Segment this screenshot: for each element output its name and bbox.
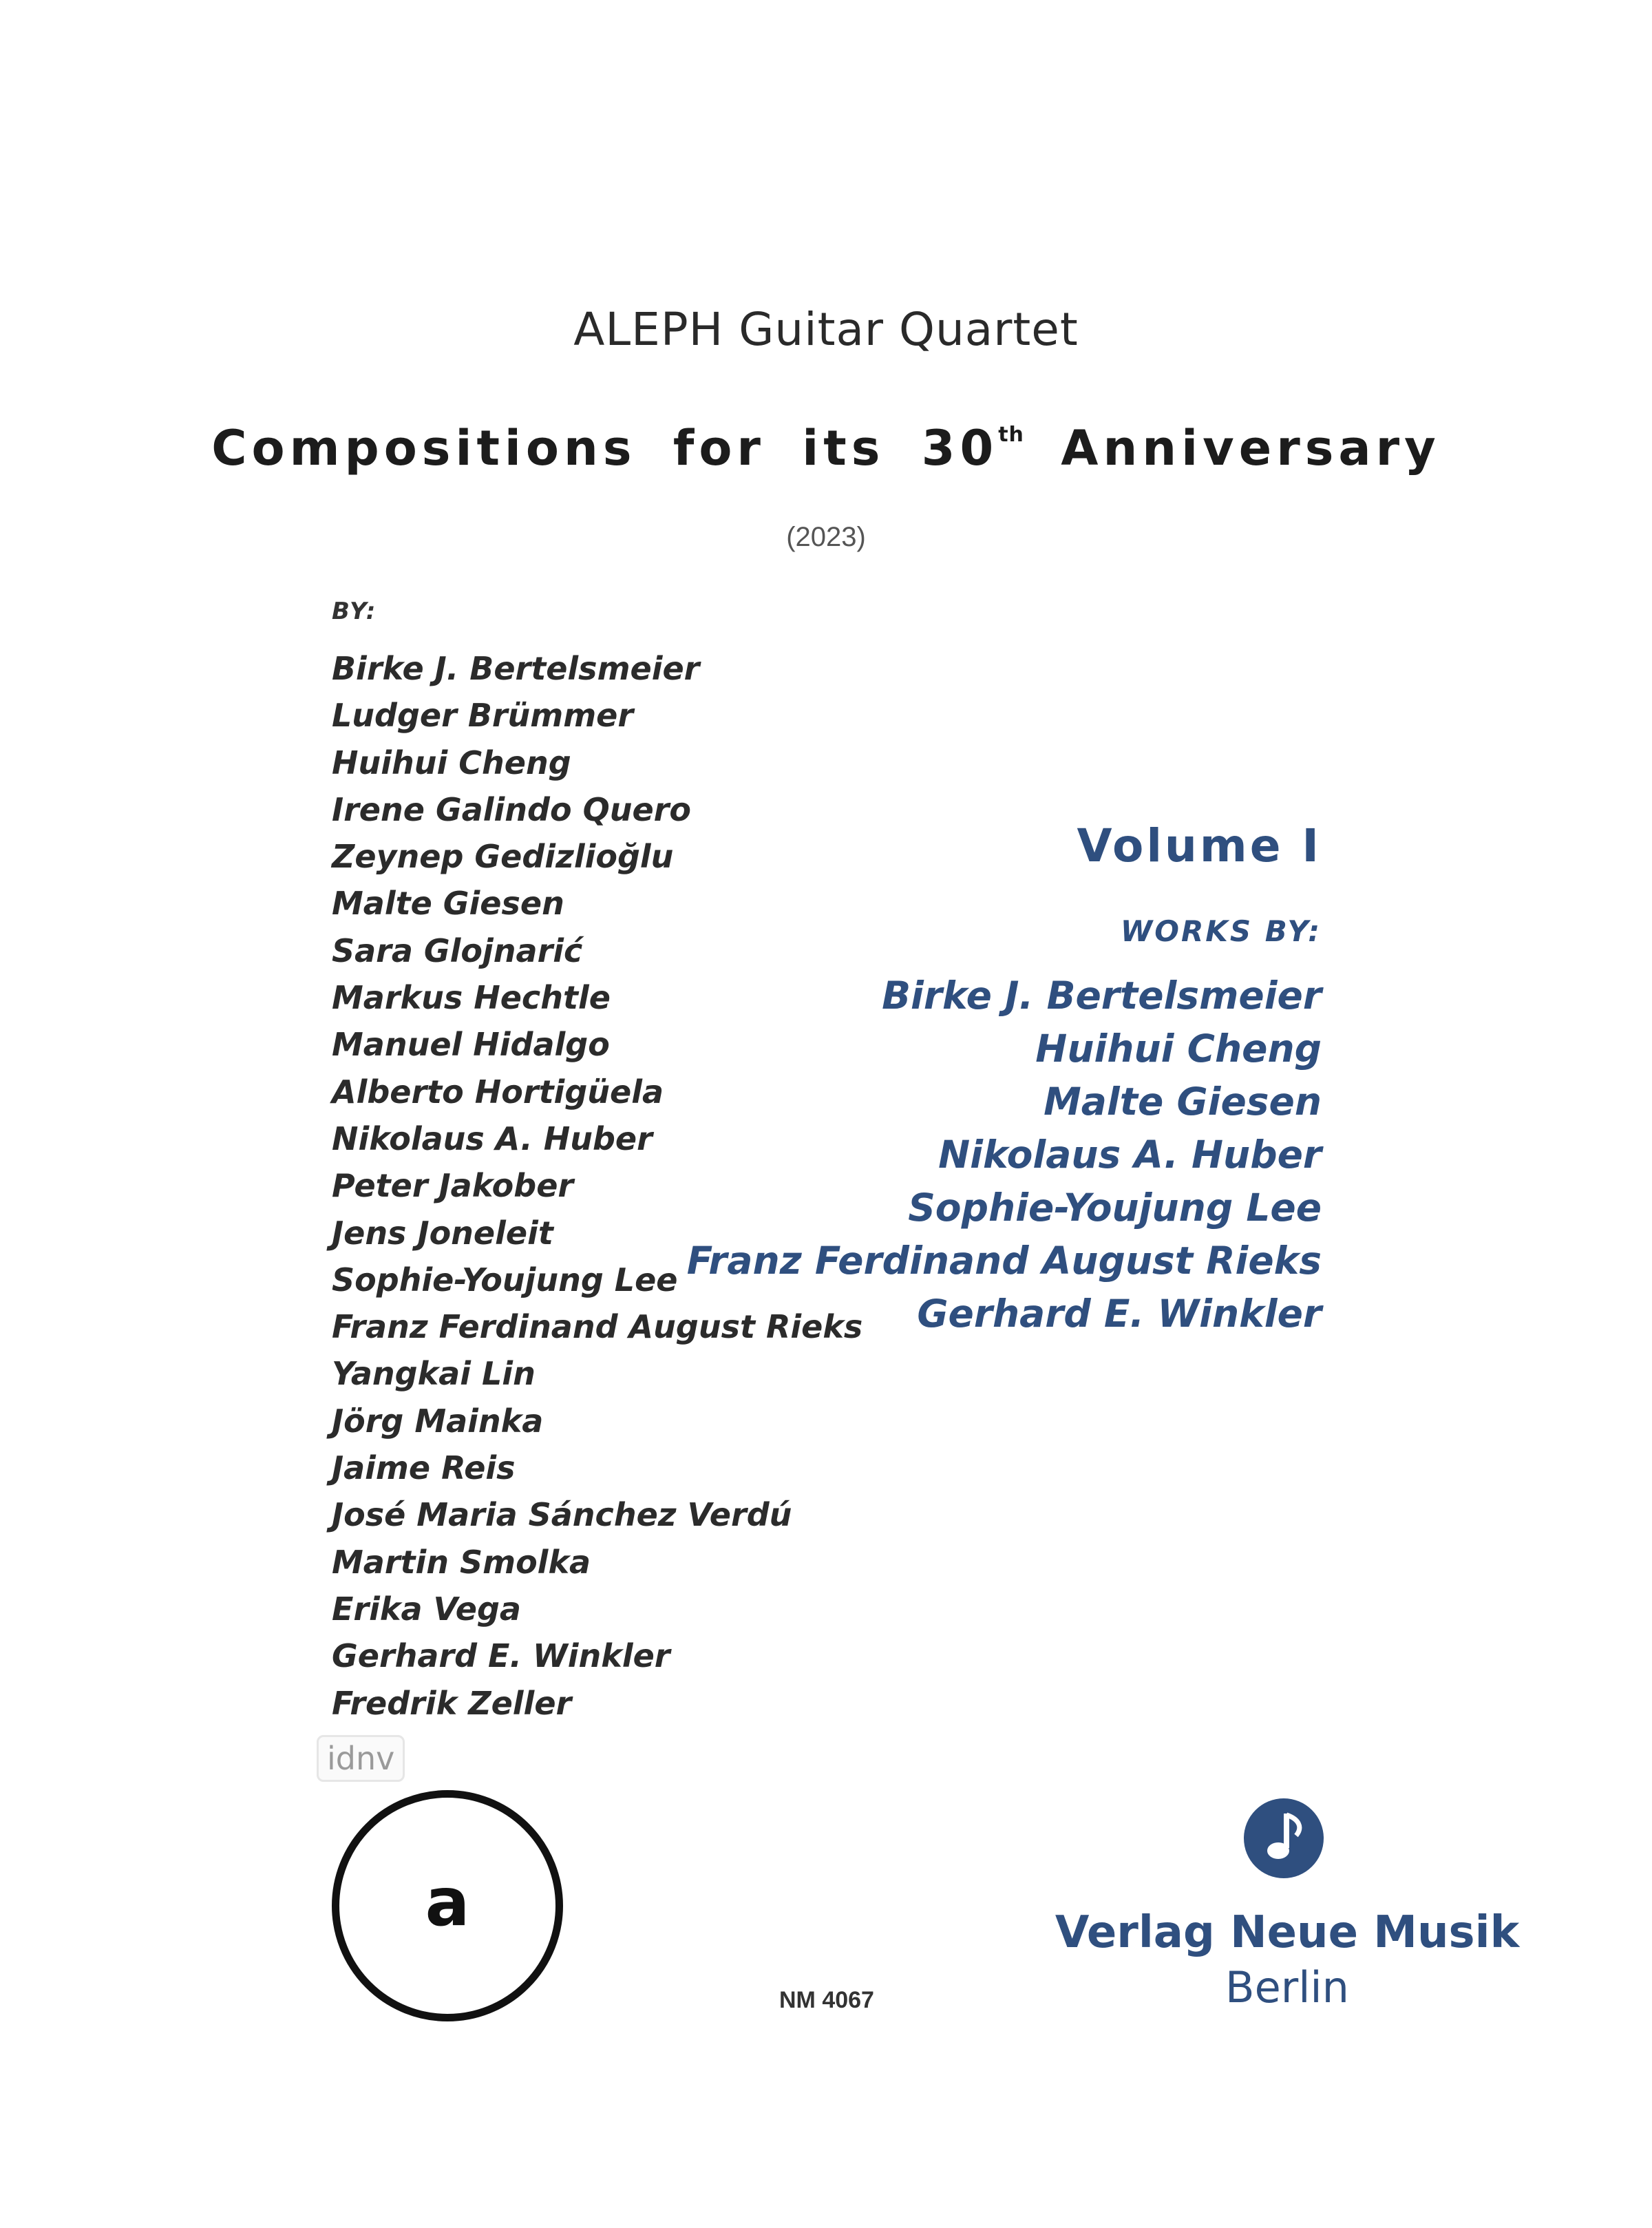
title-ordinal-suffix: th (998, 423, 1024, 447)
idnv-logo: idnv (317, 1735, 405, 1782)
volume-composer-name: Franz Ferdinand August Rieks (686, 1239, 1322, 1283)
composer-name: Zeynep Gedizlioğlu (332, 838, 674, 876)
page-title (0, 420, 1652, 476)
title-end: Anniversary (1024, 420, 1441, 476)
composer-name: Manuel Hidalgo (332, 1026, 610, 1064)
composer-name: Nikolaus A. Huber (332, 1120, 653, 1157)
composer-name: José Maria Sánchez Verdú (332, 1496, 792, 1534)
composer-name: Fredrik Zeller (332, 1684, 572, 1722)
composer-name: Jörg Mainka (332, 1402, 544, 1440)
publisher-name: Verlag Neue Musik (1055, 1907, 1520, 1958)
volume-composer-list (687, 969, 1322, 1341)
ensemble-name: ALEPH Guitar Quartet (573, 303, 1079, 356)
composer-name: Peter Jakober (332, 1167, 574, 1205)
composer-name: Huihui Cheng (332, 744, 571, 781)
composer-name: Alberto Hortigüela (332, 1073, 664, 1111)
composer-name: Irene Galindo Quero (332, 790, 691, 828)
publication-year: (2023) (786, 522, 866, 552)
composer-name: Sophie-Youjung Lee (332, 1261, 678, 1299)
circle-a-logo (332, 1790, 563, 2021)
volume-composer-name: Huihui Cheng (1035, 1027, 1322, 1071)
volume-composer-name: Gerhard E. Winkler (917, 1292, 1322, 1336)
composer-name: Yangkai Lin (332, 1355, 536, 1393)
title-main: Compositions for its 30 (211, 420, 999, 476)
composers-label: BY: (332, 598, 377, 625)
composer-name: Gerhard E. Winkler (332, 1637, 670, 1675)
circle-logo-letter: a (425, 1864, 470, 1941)
volume-composer-name: Nikolaus A. Huber (938, 1133, 1322, 1177)
note-emblem-icon (1242, 1797, 1325, 1880)
volume-composer-name: Birke J. Bertelsmeier (882, 974, 1322, 1018)
composer-name: Martin Smolka (332, 1543, 591, 1581)
composer-name: Markus Hechtle (332, 979, 611, 1017)
composer-name: Erika Vega (332, 1590, 521, 1628)
composer-name: Birke J. Bertelsmeier (332, 650, 700, 687)
composer-name: Malte Giesen (332, 885, 564, 923)
volume-composer-name: Sophie-Youjung Lee (908, 1186, 1322, 1230)
works-by-label: WORKS BY: (1120, 914, 1322, 948)
composer-name: Ludger Brümmer (332, 697, 634, 735)
composer-name: Jens Joneleit (332, 1214, 553, 1252)
volume-composer-name: Malte Giesen (1044, 1080, 1322, 1124)
publisher-city: Berlin (1225, 1962, 1349, 2012)
composer-name: Sara Glojnarić (332, 932, 583, 969)
composer-name: Jaime Reis (332, 1449, 516, 1487)
composer-name: Franz Ferdinand August Rieks (332, 1308, 863, 1346)
volume-title: Volume I (1077, 819, 1322, 872)
catalog-number: NM 4067 (779, 1987, 874, 2013)
